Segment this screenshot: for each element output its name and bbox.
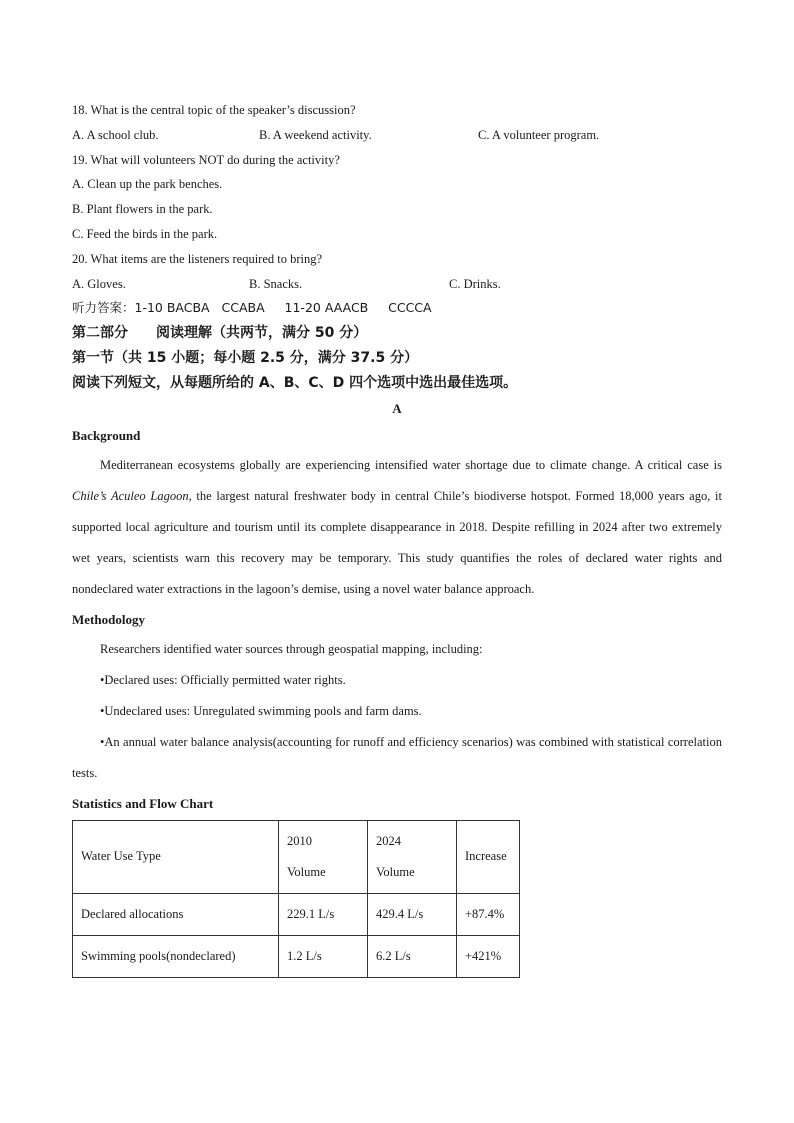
row2-increase: +421% bbox=[457, 935, 520, 977]
section1-heading: 第一节（共 15 小题；每小题 2.5 分，满分 37.5 分） bbox=[72, 349, 419, 366]
row2-2010: 1.2 L/s bbox=[279, 935, 368, 977]
q18-option-a: A. A school club. bbox=[72, 127, 159, 142]
passage-label: A bbox=[392, 400, 402, 416]
row1-2010: 229.1 L/s bbox=[279, 893, 368, 935]
part2-heading: 第二部分 阅读理解（共两节，满分 50 分） bbox=[72, 325, 368, 342]
background-text-1: Mediterranean ecosystems globally are experiencing intensified water shortage due to climate change. A critical case is bbox=[100, 457, 722, 472]
listening-answers: 听力答案：1-10 BACBA CCABA 11-20 AAACB CCCCA bbox=[72, 300, 432, 316]
question-18-options bbox=[72, 123, 722, 148]
row1-2024: 429.4 L/s bbox=[368, 893, 457, 935]
q20-option-b: B. Snacks. bbox=[249, 276, 303, 291]
methodology-bullet-2: •Undeclared uses: Unregulated swimming pools and farm dams. bbox=[100, 703, 422, 718]
q20-option-c: C. Drinks. bbox=[449, 276, 501, 291]
q19-option-b: B. Plant flowers in the park. bbox=[72, 202, 213, 217]
header-2024-volume: 2024 Volume bbox=[368, 820, 457, 893]
q19-option-c: C. Feed the birds in the park. bbox=[72, 226, 218, 241]
methodology-heading: Methodology bbox=[72, 611, 145, 627]
exam-page bbox=[72, 98, 722, 978]
background-heading: Background bbox=[72, 427, 141, 443]
methodology-intro: Researchers identified water sources through geospatial mapping, including: bbox=[100, 641, 483, 656]
background-text-2: , the largest natural freshwater body in central Chile’s biodiverse hotspot. Formed 18,000 years ago, it supported local agriculture and tourism until its complete disappearance in 2018. Despite refilling in 2024 after two extremely wet years, scientists warn this recovery may be temporary. This study quantifies the roles of declared water rights and nondeclared water extractions in the lagoon’s demise, using a novel water balance approach. bbox=[72, 488, 722, 597]
question-18-stem: 18. What is the central topic of the speaker’s discussion? bbox=[72, 103, 356, 117]
header-water-use-type: Water Use Type bbox=[73, 820, 279, 893]
background-italic-name: Chile’s Aculeo Lagoon bbox=[72, 488, 189, 503]
stats-heading: Statistics and Flow Chart bbox=[72, 795, 214, 811]
row2-type: Swimming pools(nondeclared) bbox=[73, 935, 279, 977]
water-use-table bbox=[72, 820, 520, 978]
row2-2024: 6.2 L/s bbox=[368, 935, 457, 977]
q18-option-b: B. A weekend activity. bbox=[259, 127, 372, 142]
reading-instruction: 阅读下列短文，从每题所给的 A、B、C、D 四个选项中选出最佳选项。 bbox=[72, 374, 518, 391]
methodology-bullet-1: •Declared uses: Officially permitted water rights. bbox=[100, 672, 346, 687]
row1-type: Declared allocations bbox=[73, 893, 279, 935]
table-row bbox=[73, 935, 520, 977]
q20-option-a: A. Gloves. bbox=[72, 276, 126, 291]
question-20-options bbox=[72, 272, 722, 297]
methodology-bullet-3-text: •An annual water balance analysis(accounting for runoff and efficiency scenarios) was combined with statistical correlation tests. bbox=[72, 735, 722, 781]
q18-option-c: C. A volunteer program. bbox=[478, 127, 600, 142]
row1-increase: +87.4% bbox=[457, 893, 520, 935]
question-19-stem: 19. What will volunteers NOT do during the activity? bbox=[72, 152, 340, 167]
background-paragraph bbox=[72, 450, 722, 606]
header-2010-volume: 2010 Volume bbox=[279, 820, 368, 893]
table-row bbox=[73, 893, 520, 935]
methodology-bullet-3 bbox=[72, 727, 722, 789]
q19-option-a: A. Clean up the park benches. bbox=[72, 177, 223, 192]
table-header-row bbox=[73, 820, 520, 893]
question-20-stem: 20. What items are the listeners required to bring? bbox=[72, 251, 323, 266]
header-increase: Increase bbox=[457, 820, 520, 893]
